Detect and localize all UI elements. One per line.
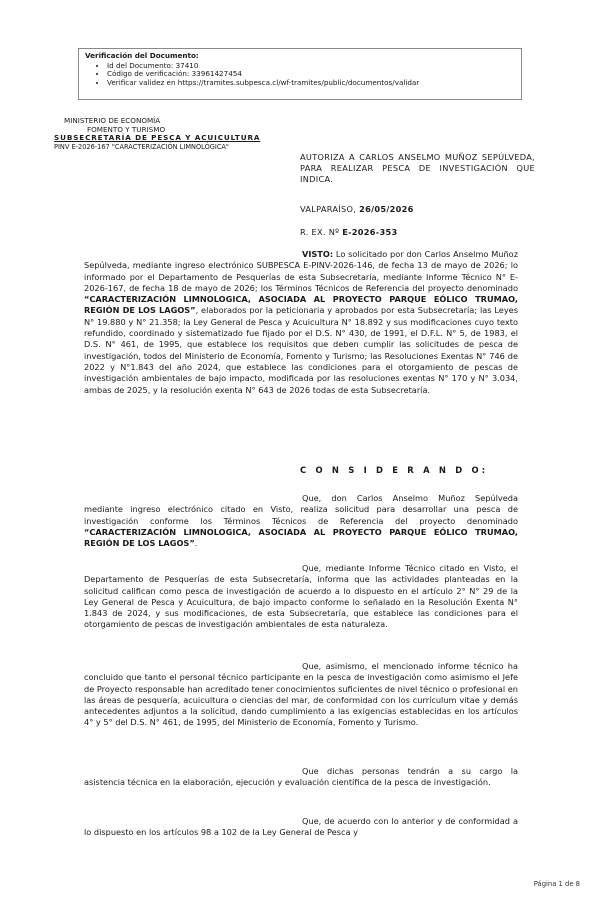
visto-paragraph (84, 249, 518, 396)
verification-item-id: • Id del Documento: 37410 (107, 62, 515, 71)
visto-text-2: , elaborados por la peticionaria y aprobados por esta Subsecretaría; las Leyes N° 19.880 y N° 21.358; la Ley General de Pesca y Acuicultura N° 18.892 y sus modificaciones cuyo texto refundido, coordinado y sistematizado fue fijado por el D.S. N° 430, de 1991, el D.F.L. N° 5, de 1983, el D.S. N° 461, de 1995, que establece los requisitos que deben cumplir las solicitudes de pesca de investigación, todos del Ministerio de Economía, Fomento y Turismo; las Resoluciones Exentas N° 746 de 2022 y N°1.843 del año 2024, que establece las condiciones para el otorgamiento de pescas de investigación ambientales de bajo impacto, modificada por las resoluciones exentas N° 170 y N° 3.034, ambas de 2025, y la resolución exenta N° 643 de 2026 todas de esta Subsecretaría. (84, 305, 518, 395)
c1-project-name: “CARACTERIZACIÓN LIMNOLOGICA, ASOCIADA AL PROYECTO PARQUE EÓLICO TRUMAO, REGIÓN DE LOS LAGOS” (84, 526, 518, 549)
verification-list (85, 62, 515, 88)
c1-text: Que, don Carlos Anselmo Muñoz Sepúlveda mediante ingreso electrónico citado en Visto, realiza solicitud para desarrollar una pesca de investigación conforme los Términos Técnicos de Referencia del proyecto denominado (84, 493, 518, 526)
ministry-subline: FOMENTO Y TURISMO (87, 124, 166, 134)
date: 26/05/2026 (359, 204, 414, 214)
resolution-id: E-2026-353 (342, 227, 398, 237)
c5-text: Que, de acuerdo con lo anterior y de conformidad a lo dispuesto en los artículos 98 a 102 de la Ley General de Pesca y (84, 816, 518, 838)
resolution-prefix: R. EX. Nº (300, 227, 340, 237)
verification-title: Verificación del Documento: (85, 51, 199, 60)
considerando-5 (84, 816, 518, 839)
considerando-4 (84, 766, 518, 789)
considerando-heading: C O N S I D E R A N D O: (300, 465, 489, 475)
considerando-2 (84, 563, 518, 631)
place: VALPARAÍSO, (300, 204, 357, 214)
considerando-3 (84, 661, 518, 729)
c1-end: . (194, 538, 198, 549)
visto-label: VISTO: (302, 249, 334, 259)
verification-item-code: • Código de verificación: 33961427454 (107, 70, 515, 79)
c4-text: Que dichas personas tendrán a su cargo la asistencia técnica en la elaboración, ejecución y evaluación científica de la pesca de investigación. (84, 766, 518, 788)
visto-text-1: Lo solicitado por don Carlos Anselmo Muñoz Sepúlveda, mediante ingreso electrónico SUBPESCA E-PINV-2026-146, de fecha 13 de mayo de 2026; lo informado por el Departamento de Pesquerías de esta Subsecretaría, mediante Informe Técnico N° E-2026-167, de fecha 18 de mayo de 2026; los Términos Técnicos de Referencia del proyecto denominado (84, 249, 518, 293)
ministry-line: MINISTERIO DE ECONOMÍA (64, 116, 161, 125)
reference-code: PINV E-2026-167 "CARACTERIZACIÓN LIMNOLÓGICA" (54, 142, 229, 151)
verification-item-url[interactable]: • Verificar validez en https://tramites.subpesca.cl/wf-tramites/public/documentos/validar (107, 79, 515, 88)
page-number: Página 1 de 8 (533, 880, 580, 888)
subsecretariat-name: SUBSECRETARÍA DE PESCA Y ACUICULTURA (54, 133, 261, 143)
resolution-number (300, 227, 397, 237)
considerando-1 (84, 493, 518, 549)
c3-text: Que, asimismo, el mencionado informe técnico ha concluido que tanto el personal técnico participante en la pesca de investigación como asimismo el Jefe de Proyecto responsable han acreditado tener conocimientos suficientes de nivel técnico o profesional en las áreas de pesquería, acuicultura o ciencias del mar, de conformidad con los currículum vitae y demás antecedentes adjuntos a la solicitud, dando cumplimiento a las exigencias establecidas en los artículos 4° y 5° del D.S. N° 461, de 1995, del Ministerio de Economía, Fomento y Turismo. (84, 661, 518, 728)
place-date (300, 204, 414, 214)
ministry-header (54, 117, 284, 151)
verification-box (78, 48, 522, 100)
document-title: AUTORIZA A CARLOS ANSELMO MUÑOZ SEPÚLVEDA, PARA REALIZAR PESCA DE INVESTIGACIÓN QUE INDICA. (300, 152, 535, 185)
visto-project-name: “CARACTERIZACIÓN LIMNOLOGICA, ASOCIADA AL PROYECTO PARQUE EÓLICO TRUMAO, REGIÓN DE LOS LAGOS” (84, 294, 518, 316)
c2-text: Que, mediante Informe Técnico citado en Visto, el Departamento de Pesquerías de esta Subsecretaría, informa que las actividades planteadas en la solicitud califican como pesca de investigación de acuerdo a lo dispuesto en el artículo 2° N° 29 de la Ley General de Pesca y Acuicultura, de bajo impacto conforme lo señalado en la Resolución Exenta N° 1.843 de 2024, y sus modificaciones, de esta Subsecretaría, que establece las condiciones para el otorgamiento de pescas de investigación ambientales de esta naturaleza. (84, 563, 518, 630)
